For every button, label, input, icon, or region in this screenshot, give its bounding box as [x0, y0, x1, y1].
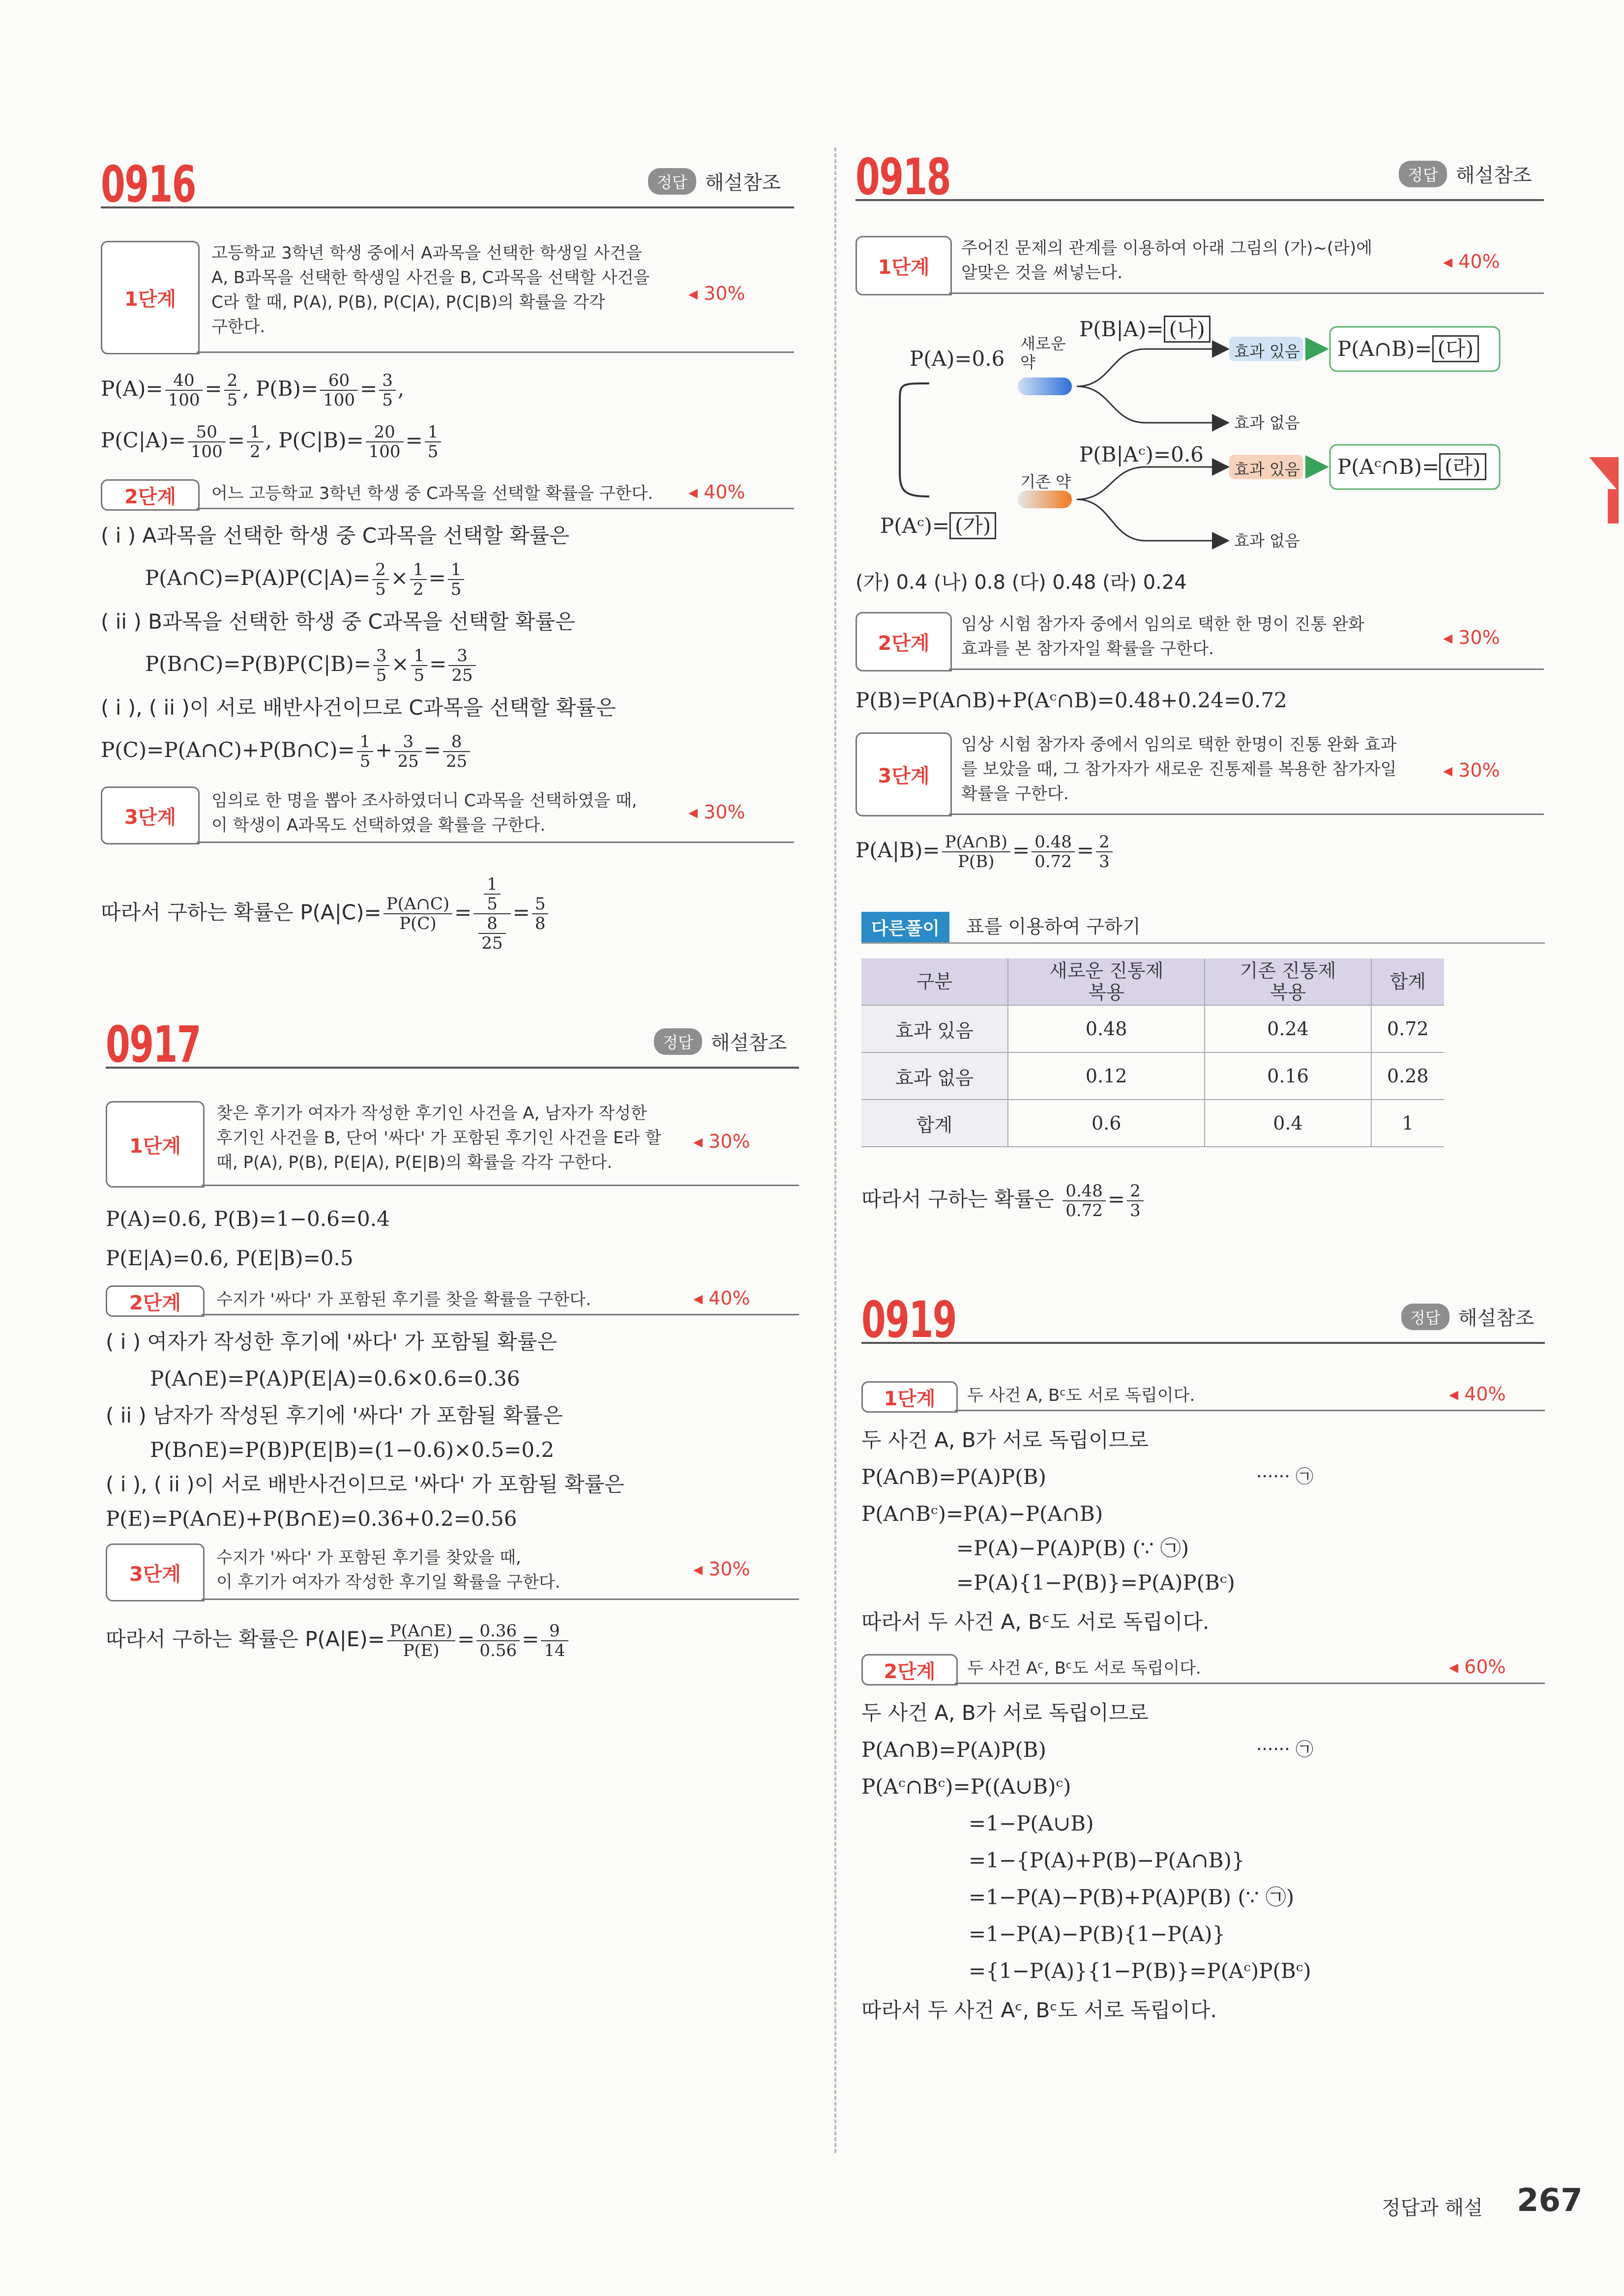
answer-ref-text: 해설참조: [710, 1032, 787, 1054]
step-2-0919: [861, 1654, 1545, 1686]
step-percent: ◂ 40%: [688, 481, 745, 503]
tree-label-pac: P(Aᶜ)= (가): [880, 511, 996, 541]
table-cell: 0.16: [1205, 1052, 1371, 1100]
answer-ref-text: 해설참조: [705, 172, 781, 194]
step-label: 2단계: [106, 1285, 205, 1317]
solution-line: 따라서 두 사건 A, Bᶜ도 서로 독립이다.: [861, 1610, 1210, 1634]
answer-reference-0919: [1401, 1303, 1534, 1331]
table-cell: 0.4: [1205, 1100, 1371, 1147]
solution-line: P(B)=P(A∩B)+P(Aᶜ∩B)=0.48+0.24=0.72: [856, 688, 1287, 712]
table-cell: 0.72: [1371, 1005, 1444, 1052]
step-description: 어느 고등학교 3학년 학생 중 C과목을 선택할 확률을 구한다.: [211, 484, 653, 503]
tree-label-pba: P(B|A)= (나): [1079, 315, 1211, 344]
solution-line: P(A)= $\frac{40}{100}$ = $\frac{2}{5}$ , P(B)= $\frac{60}{100}$ = $\frac{3}{5}$ ,: [101, 371, 405, 410]
solution-line: P(C|A)= $\frac{50}{100}$ = $\frac{1}{2}$ , P(C|B)= $\frac{20}{100}$ = $\frac{1}{5}$: [101, 423, 443, 461]
branch-ac-yes: [1077, 467, 1227, 499]
column-divider: [834, 147, 836, 2153]
step-description: 임상 시험 참가자 중에서 임의로 택한 한 명이 진통 완화 효과를 본 참가자일 확률을 구한다.: [961, 614, 1364, 659]
equation-marker: ······ ㉠: [1256, 1467, 1314, 1487]
step-percent: ◂ 30%: [693, 1131, 750, 1152]
solution-line: =P(A){1−P(B)}=P(A)P(Bᶜ): [956, 1570, 1235, 1595]
answer-pill: 정답: [654, 1028, 702, 1055]
solution-line: P(C)=P(A∩C)+P(B∩C)= $\frac{1}{5}$ + $\frac{3}{25}$ = $\frac{8}{25}$: [101, 732, 472, 771]
solution-line: ( i ), ( ii )이 서로 배반사건이므로 C과목을 선택할 확률은: [101, 696, 616, 720]
step-label: 2단계: [101, 479, 200, 511]
step-percent: ◂ 40%: [1449, 1383, 1506, 1405]
solution-line: P(A)=0.6, P(B)=1−0.6=0.4: [106, 1207, 390, 1231]
problem-number-0916: 0916: [101, 155, 196, 214]
solution-line: =1−{P(A)+P(B)−P(A∩B)}: [969, 1848, 1245, 1872]
table-header: 새로운 진통제 복용: [1008, 959, 1205, 1005]
step-percent: ◂ 30%: [688, 283, 745, 304]
answer-pill: 정답: [1401, 1304, 1449, 1330]
alt-solution-title: 표를 이용하여 구하기: [966, 916, 1141, 937]
solution-line: ( i ), ( ii )이 서로 배반사건이므로 '싸다' 가 포함될 확률은: [106, 1472, 624, 1496]
problem-header-rule: [106, 1067, 799, 1069]
tree-label-new-drug-2: 약: [1020, 353, 1035, 372]
step-underline: [197, 351, 794, 353]
table-row: [861, 1005, 1444, 1052]
table-cell: 0.24: [1205, 1005, 1371, 1052]
step-percent: ◂ 40%: [1443, 251, 1500, 272]
step-description: 임의로 한 명을 뽑아 조사하였더니 C과목을 선택하였을 때, 이 학생이 A과목도 선택하였을 확률을 구한다.: [211, 791, 637, 835]
table-row: [861, 1052, 1444, 1100]
step-percent: ◂ 40%: [693, 1287, 750, 1309]
page-number: 267: [1517, 2182, 1583, 2219]
table-cell: 0.48: [1008, 1005, 1205, 1052]
step-underline: [955, 1683, 1545, 1684]
tree-label-new-drug: 새로운: [1020, 334, 1066, 353]
step-underline: [949, 668, 1544, 670]
step-underline: [949, 814, 1544, 815]
alt-solution-badge: 다른풀이: [861, 912, 949, 943]
solution-line: P(B∩C)=P(B)P(C|B)= $\frac{3}{5}$ × $\frac{1}{5}$ = $\frac{3}{25}$: [145, 646, 478, 685]
tree-label-pbac: P(B|Aᶜ)=0.6: [1079, 442, 1204, 466]
step-underline: [955, 1410, 1545, 1411]
step-underline: [197, 842, 794, 843]
answer-ref-text: 해설참조: [1458, 1307, 1535, 1330]
new-drug-capsule-icon: [1018, 378, 1072, 395]
step-label: 2단계: [861, 1654, 958, 1686]
step-description: 수지가 '싸다' 가 포함된 후기를 찾을 확률을 구한다.: [216, 1290, 591, 1309]
solution-line: 두 사건 A, B가 서로 독립이므로: [861, 1701, 1149, 1725]
answer-reference-0918: [1399, 160, 1532, 188]
problem-header-rule: [861, 1342, 1545, 1344]
table-row-header: 합계: [861, 1100, 1008, 1147]
step-underline: [197, 508, 794, 509]
branch-ac-no: [1077, 499, 1227, 541]
table-header: 구분: [861, 959, 1008, 1005]
probability-table: [861, 959, 1444, 1147]
solution-line: P(E|A)=0.6, P(E|B)=0.5: [106, 1246, 354, 1270]
solution-line: P(A∩B)=P(A)P(B): [861, 1465, 1046, 1489]
solution-line: =1−P(A∪B): [969, 1811, 1094, 1835]
branch-a-yes: [1077, 349, 1227, 386]
step-percent: ◂ 30%: [693, 1558, 750, 1580]
solution-line: =1−P(A)−P(B){1−P(A)}: [969, 1922, 1226, 1946]
final-answer-line: 따라서 구하는 확률은 $\frac{0.48}{0.72}$ = $\frac{2}{3}$: [861, 1180, 1146, 1220]
section-tab-marker-bar: [1608, 489, 1619, 523]
table-cell: 0.28: [1371, 1052, 1444, 1100]
table-header: 합계: [1371, 959, 1444, 1005]
solution-line: P(B∩E)=P(B)P(E|B)=(1−0.6)×0.5=0.2: [150, 1438, 555, 1462]
effect-no-label-a: 효과 없음: [1234, 413, 1300, 432]
problem-number-0919: 0919: [861, 1291, 956, 1349]
step-label: 1단계: [856, 236, 952, 295]
solution-line: P(Aᶜ∩Bᶜ)=P((A∪B)ᶜ): [861, 1774, 1071, 1799]
step-percent: ◂ 30%: [1443, 627, 1500, 648]
step-underline: [949, 292, 1544, 294]
step-description: 임상 시험 참가자 중에서 임의로 택한 한명이 진통 완화 효과 를 보았을 때, 그 참가자가 새로운 진통제를 복용한 참가자일 확률을 구한다.: [961, 735, 1397, 804]
step-description: 두 사건 A, Bᶜ도 서로 독립이다.: [967, 1386, 1195, 1405]
branch-a-no: [1077, 386, 1227, 423]
tree-label-pa: P(A)=0.6: [910, 347, 1005, 371]
step-description: 찾은 후기가 여자가 작성한 후기인 사건을 A, 남자가 작성한 후기인 사건을 B, 단어 '싸다' 가 포함된 후기인 사건을 E라 할 때, P(A), P(B), P(E|A), P(E|B)의 확률을 각각 구한다.: [216, 1104, 661, 1172]
tree-label-pab: P(A∩B)= (다): [1337, 334, 1479, 364]
solution-line: ( i ) A과목을 선택한 학생 중 C과목을 선택할 확률은: [101, 523, 569, 548]
solution-line: 두 사건 A, B가 서로 독립이므로: [861, 1428, 1149, 1452]
step-3-0916: [101, 786, 794, 843]
step-label: 1단계: [101, 241, 200, 354]
step-underline: [202, 1598, 799, 1600]
solution-line: 따라서 두 사건 Aᶜ, Bᶜ도 서로 독립이다.: [861, 1998, 1217, 2022]
answer-pill: 정답: [648, 168, 696, 195]
step-percent: ◂ 30%: [688, 801, 745, 823]
table-cell: 1: [1371, 1100, 1444, 1147]
equation-marker: ······ ㉠: [1256, 1740, 1314, 1760]
step-label: 3단계: [106, 1543, 205, 1601]
problem-header-rule: [101, 206, 794, 208]
solution-line: P(A∩B)=P(A)P(B): [861, 1738, 1046, 1762]
step-label: 3단계: [856, 732, 952, 816]
section-tab-marker: [1589, 457, 1619, 492]
effect-no-label-ac: 효과 없음: [1234, 531, 1300, 550]
alt-solution-rule: [861, 942, 1545, 944]
solution-line: P(A∩Bᶜ)=P(A)−P(A∩B): [861, 1502, 1103, 1526]
final-answer-line: 따라서 구하는 확률은 P(A|E)= $\frac{P(A\cap E)}{P(E)}$ = $\frac{0.36}{0.56}$ = $\frac{9}{14}$: [106, 1620, 570, 1660]
problem-number-0917: 0917: [106, 1016, 201, 1074]
solution-line: ( ii ) 남자가 작성된 후기에 '싸다' 가 포함될 확률은: [106, 1403, 563, 1427]
step-underline: [202, 1314, 799, 1315]
footer-label: 정답과 해설: [1382, 2197, 1483, 2219]
step-2-0917: [106, 1285, 799, 1317]
problem-number-0918: 0918: [856, 148, 950, 206]
solution-line: P(A|B)= $\frac{P(A\cap B)}{P(B)}$ = $\frac{0.48}{0.72}$ = $\frac{2}{3}$: [856, 831, 1115, 871]
step-3-0918: [856, 732, 1544, 816]
final-answer-line: 따라서 구하는 확률은 P(A|C)= $\frac{P(A\cap C)}{P(C)}$ = $\frac{\frac{1}{5}}{\frac{8}{25}}$ = $\frac{5}{8}$: [101, 875, 550, 953]
solution-line: P(E)=P(A∩E)+P(B∩E)=0.36+0.2=0.56: [106, 1507, 517, 1531]
step-underline: [202, 1185, 799, 1186]
step-percent: ◂ 60%: [1449, 1656, 1506, 1678]
solution-line: =P(A)−P(A)P(B) (∵ ㉠): [956, 1536, 1189, 1560]
table-header: 기존 진통제 복용: [1205, 959, 1371, 1005]
tree-label-old-drug: 기존 약: [1020, 472, 1071, 491]
solution-line: ( i ) 여자가 작성한 후기에 '싸다' 가 포함될 확률은: [106, 1330, 557, 1354]
step-description: 수지가 '싸다' 가 포함된 후기를 찾았을 때, 이 후기가 여자가 작성한 후기일 확률을 구한다.: [216, 1548, 561, 1592]
step-1-0916: [101, 241, 794, 354]
tree-label-pacb: P(Aᶜ∩B)= (라): [1337, 452, 1486, 482]
step-percent: ◂ 30%: [1443, 759, 1500, 781]
table-cell: 0.6: [1008, 1100, 1205, 1147]
solution-line: =1−P(A)−P(B)+P(A)P(B) (∵ ㉠): [969, 1885, 1295, 1909]
answer-pill: 정답: [1399, 161, 1447, 187]
solution-line: P(A∩C)=P(A)P(C|A)= $\frac{2}{5}$ × $\frac{1}{2}$ = $\frac{1}{5}$: [145, 560, 466, 599]
table-row-header: 효과 없음: [861, 1052, 1008, 1100]
solution-line: ={1−P(A)}{1−P(B)}=P(Aᶜ)P(Bᶜ): [969, 1959, 1311, 1983]
effect-yes-label-a: 효과 있음: [1234, 342, 1300, 361]
answer-ref-text: 해설참조: [1455, 164, 1532, 187]
step-2-0916: [101, 479, 794, 511]
step-1-0917: [106, 1101, 799, 1187]
step-description: 주어진 문제의 관계를 이용하여 아래 그림의 (가)~(라)에 알맞은 것을 써넣는다.: [961, 238, 1373, 283]
answer-reference-0916: [648, 167, 781, 195]
solution-line: ( ii ) B과목을 선택한 학생 중 C과목을 선택할 확률은: [101, 610, 575, 634]
table-row: [861, 1100, 1444, 1147]
effect-yes-label-ac: 효과 있음: [1234, 460, 1300, 479]
step-3-0917: [106, 1543, 799, 1600]
step-label: 2단계: [856, 612, 952, 671]
step-label: 1단계: [106, 1101, 205, 1188]
step-label: 3단계: [101, 786, 200, 844]
answer-reference-0917: [654, 1027, 787, 1055]
step-description: 고등학교 3학년 학생 중에서 A과목을 선택한 학생일 사건을 A, B과목을 선택한 학생일 사건을 B, C과목을 선택할 사건을 C라 할 때, P(A), P(B), P(C|A), P(C|B)의 확률을 각각 구한다.: [211, 243, 650, 337]
step-description: 두 사건 Aᶜ, Bᶜ도 서로 독립이다.: [967, 1658, 1201, 1678]
tree-root-branch: [900, 383, 929, 496]
table-row-header: 효과 있음: [861, 1005, 1008, 1052]
problem-header-rule: [856, 199, 1544, 201]
table-cell: 0.12: [1008, 1052, 1205, 1100]
step-1-0918: [856, 236, 1544, 295]
step-2-0918: [856, 612, 1544, 671]
step-1-0919: [861, 1381, 1545, 1413]
solution-line: P(A∩E)=P(A)P(E|A)=0.6×0.6=0.36: [150, 1366, 520, 1391]
step-label: 1단계: [861, 1381, 958, 1413]
answer-line: (가) 0.4 (나) 0.8 (다) 0.48 (라) 0.24: [856, 571, 1187, 594]
